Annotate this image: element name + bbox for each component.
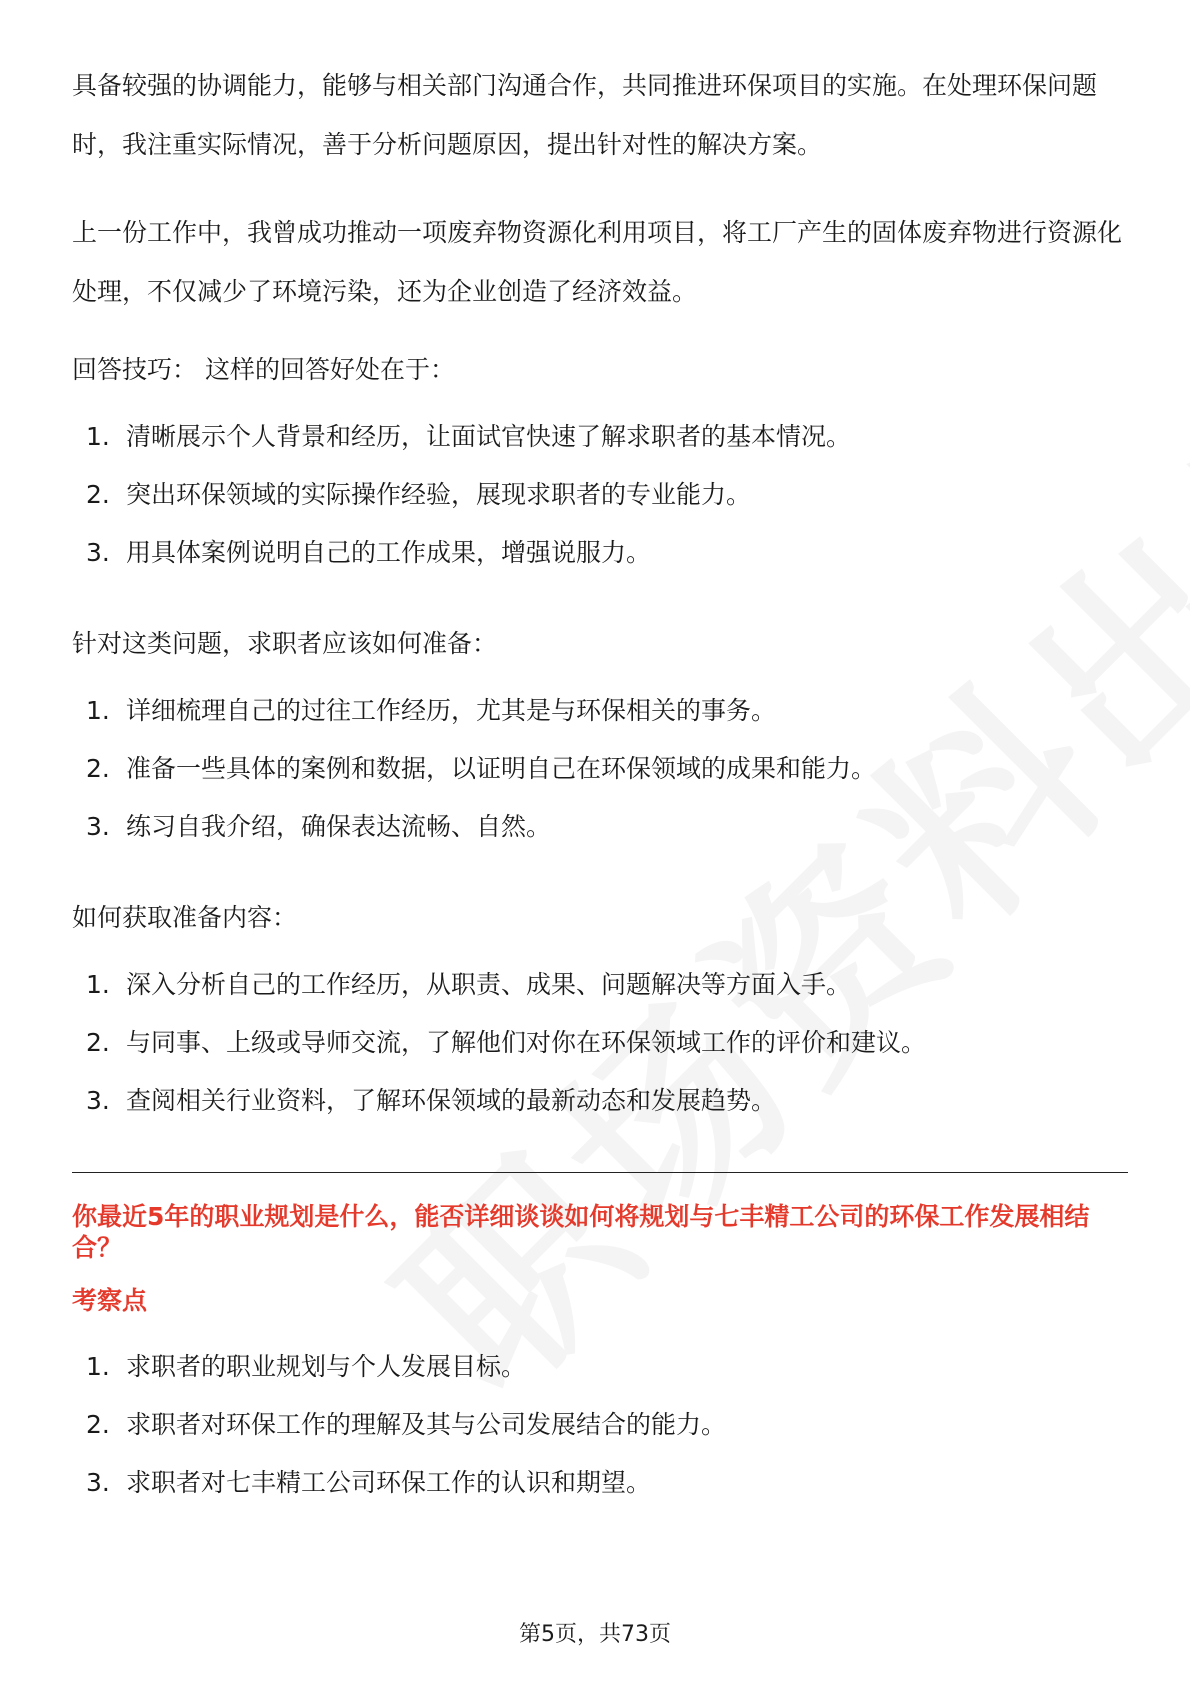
list-item	[72, 1023, 1128, 1081]
list-number: 3.	[86, 812, 110, 841]
question-heading: 你最近5年的职业规划是什么，能否详细谈谈如何将规划与七丰精工公司的环保工作发展相结合？	[72, 1202, 1090, 1262]
list-item-text: 清晰展示个人背景和经历，让面试官快速了解求职者的基本情况。	[126, 422, 852, 451]
list-item	[72, 533, 1128, 591]
list-item-text: 深入分析自己的工作经历，从职责、成果、问题解决等方面入手。	[126, 970, 852, 999]
list-item	[72, 807, 1128, 865]
list-item	[72, 965, 1128, 1023]
page-number: 第5页，共73页	[519, 1622, 671, 1647]
list-number: 1.	[86, 696, 110, 725]
list-item-text: 与同事、上级或导师交流，了解他们对你在环保领域工作的评价和建议。	[126, 1028, 927, 1057]
obtain-list	[72, 965, 1128, 1139]
prep-list	[72, 691, 1128, 865]
list-item	[72, 749, 1128, 807]
list-item-text: 求职者对环保工作的理解及其与公司发展结合的能力。	[126, 1410, 727, 1439]
page-content	[72, 56, 1128, 1554]
list-item	[72, 1347, 1128, 1405]
tips-label: 回答技巧： 这样的回答好处在于：	[72, 355, 455, 384]
list-number: 2.	[86, 754, 110, 783]
list-item-text: 查阅相关行业资料，了解环保领域的最新动态和发展趋势。	[126, 1086, 777, 1115]
points-title: 考察点	[72, 1286, 148, 1315]
list-number: 2.	[86, 480, 110, 509]
points-list	[72, 1347, 1128, 1521]
list-number: 1.	[86, 970, 110, 999]
list-item-text: 突出环保领域的实际操作经验，展现求职者的专业能力。	[126, 480, 752, 509]
list-item-text: 用具体案例说明自己的工作成果，增强说服力。	[126, 538, 652, 567]
paragraph-coordination: 具备较强的协调能力，能够与相关部门沟通合作，共同推进环保项目的实施。在处理环保问题时，我注重实际情况，善于分析问题原因，提出针对性的解决方案。	[72, 71, 1098, 159]
list-item	[72, 691, 1128, 749]
obtain-label: 如何获取准备内容：	[72, 903, 298, 932]
tips-list	[72, 417, 1128, 591]
list-item	[72, 1463, 1128, 1521]
list-number: 1.	[86, 422, 110, 451]
list-number: 2.	[86, 1410, 110, 1439]
list-item-text: 求职者的职业规划与个人发展目标。	[126, 1352, 527, 1381]
section-divider	[72, 1172, 1128, 1173]
list-item-text: 准备一些具体的案例和数据，以证明自己在环保领域的成果和能力。	[126, 754, 877, 783]
list-number: 3.	[86, 1468, 110, 1497]
list-number: 2.	[86, 1028, 110, 1057]
list-item-text: 详细梳理自己的过往工作经历，尤其是与环保相关的事务。	[126, 696, 777, 725]
prep-label: 针对这类问题，求职者应该如何准备：	[72, 629, 498, 658]
list-item	[72, 475, 1128, 533]
list-item	[72, 1405, 1128, 1463]
list-item	[72, 417, 1128, 475]
list-item-text: 求职者对七丰精工公司环保工作的认识和期望。	[126, 1468, 652, 1497]
list-item	[72, 1081, 1128, 1139]
list-number: 3.	[86, 538, 110, 567]
list-number: 3.	[86, 1086, 110, 1115]
list-item-text: 练习自我介绍，确保表达流畅、自然。	[126, 812, 552, 841]
list-number: 1.	[86, 1352, 110, 1381]
paragraph-project-experience: 上一份工作中，我曾成功推动一项废弃物资源化利用项目，将工厂产生的固体废弃物进行资源化处理，不仅减少了环境污染，还为企业创造了经济效益。	[72, 218, 1123, 306]
